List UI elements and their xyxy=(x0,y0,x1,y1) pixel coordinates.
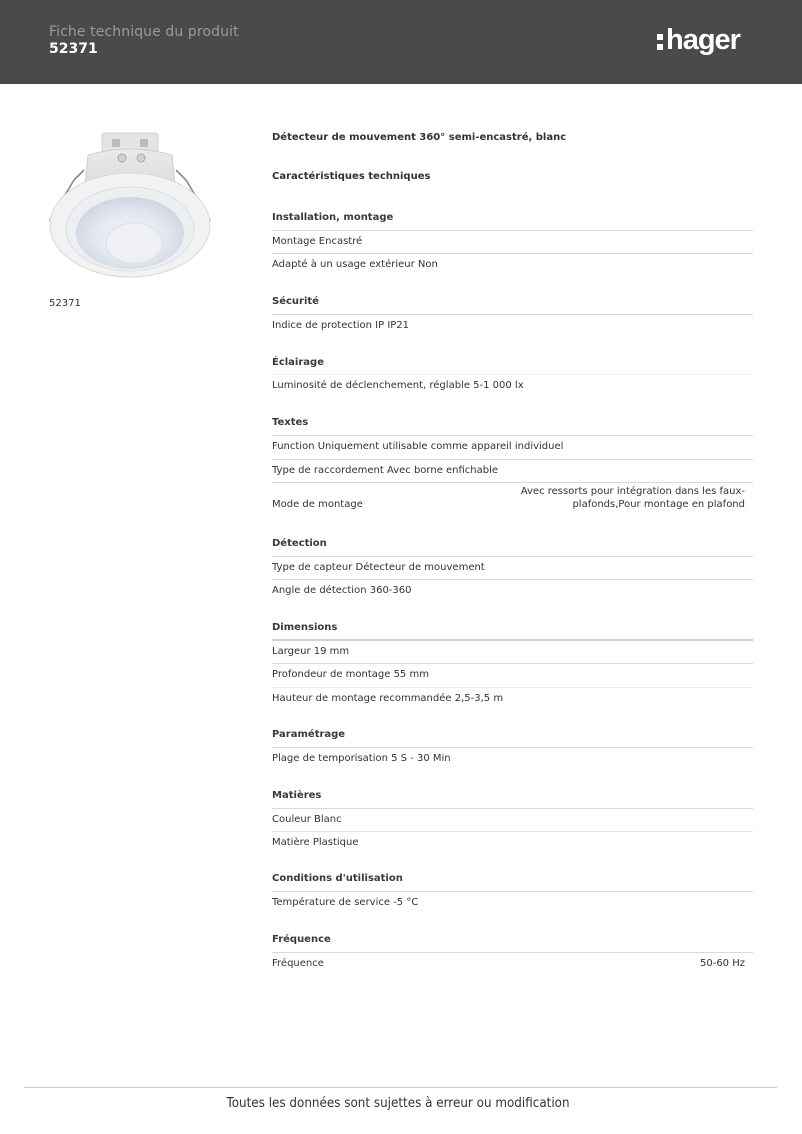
spec-row-label: Fréquence xyxy=(272,958,324,969)
spec-row xyxy=(272,314,753,338)
spec-row-value-line: plafonds,Pour montage en plafond xyxy=(572,499,745,510)
spec-row xyxy=(272,831,753,855)
product-title: Détecteur de mouvement 360° semi-encastré, blanc xyxy=(272,132,567,143)
document-type-label: Fiche technique du produit xyxy=(49,24,239,40)
spec-row-value-line: Avec ressorts pour intégration dans les faux- xyxy=(520,486,745,497)
spec-row xyxy=(272,374,753,398)
spec-row-label: Adapté à un usage extérieur Non xyxy=(272,259,438,270)
product-code-caption: 52371 xyxy=(49,298,81,309)
product-image xyxy=(44,125,216,283)
spec-row-label: Luminosité de déclenchement, réglable 5-1 000 lx xyxy=(272,380,524,391)
section-title-securite: Sécurité xyxy=(272,296,319,307)
logo-wordmark: hager xyxy=(666,23,740,56)
spec-row xyxy=(272,808,753,832)
spec-row xyxy=(272,579,753,603)
section-title-frequence: Fréquence xyxy=(272,934,331,945)
spec-row-label: Couleur Blanc xyxy=(272,814,342,825)
spec-row-value xyxy=(521,485,745,511)
spec-row-value: 50-60 Hz xyxy=(699,958,745,969)
spec-row-label: Largeur 19 mm xyxy=(272,646,350,657)
spec-row xyxy=(272,459,753,483)
spec-row xyxy=(272,687,753,711)
spec-row xyxy=(272,891,753,915)
spec-row-label: Montage Encastré xyxy=(272,236,363,247)
spec-row-label: Function Uniquement utilisable comme appareil individuel xyxy=(272,441,564,452)
section-title-matieres: Matières xyxy=(272,790,322,801)
spec-row xyxy=(272,639,753,665)
footer-divider xyxy=(24,1087,777,1088)
spec-row-label: Profondeur de montage 55 mm xyxy=(272,669,429,680)
spec-row-label: Mode de montage xyxy=(272,499,363,510)
spec-row-label: Matière Plastique xyxy=(272,837,359,848)
section-title-textes: Textes xyxy=(272,417,309,428)
spec-row-label: Hauteur de montage recommandée 2,5-3,5 m xyxy=(272,693,504,704)
spec-row xyxy=(272,482,753,519)
footer-disclaimer: Toutes les données sont sujettes à erreur ou modification xyxy=(226,1096,570,1111)
logo-colon-icon xyxy=(657,34,663,50)
spec-row xyxy=(272,253,753,277)
spec-row xyxy=(272,747,753,771)
section-title-installation: Installation, montage xyxy=(272,212,394,223)
spec-row-label: Plage de temporisation 5 S - 30 Min xyxy=(272,753,451,764)
section-title-eclairage: Éclairage xyxy=(272,357,324,368)
spec-row xyxy=(272,435,753,459)
spec-row-label: Température de service -5 °C xyxy=(272,897,419,908)
spec-row-label: Type de capteur Détecteur de mouvement xyxy=(272,562,485,573)
section-title-detection: Détection xyxy=(272,538,327,549)
spec-row xyxy=(272,230,753,254)
header-product-code: 52371 xyxy=(49,41,98,57)
section-title-conditions: Conditions d'utilisation xyxy=(272,873,403,884)
section-title-dimensions: Dimensions xyxy=(272,622,338,633)
technical-characteristics-heading: Caractéristiques techniques xyxy=(272,171,431,182)
spec-row xyxy=(272,952,753,976)
hager-logo xyxy=(657,22,740,58)
spec-row xyxy=(272,556,753,580)
section-title-parametrage: Paramétrage xyxy=(272,729,346,740)
page-header xyxy=(0,0,802,84)
spec-row xyxy=(272,663,753,688)
spec-row-label: Indice de protection IP IP21 xyxy=(272,320,410,331)
spec-row-label: Angle de détection 360-360 xyxy=(272,585,412,596)
spec-row-label: Type de raccordement Avec borne enfichable xyxy=(272,465,499,476)
